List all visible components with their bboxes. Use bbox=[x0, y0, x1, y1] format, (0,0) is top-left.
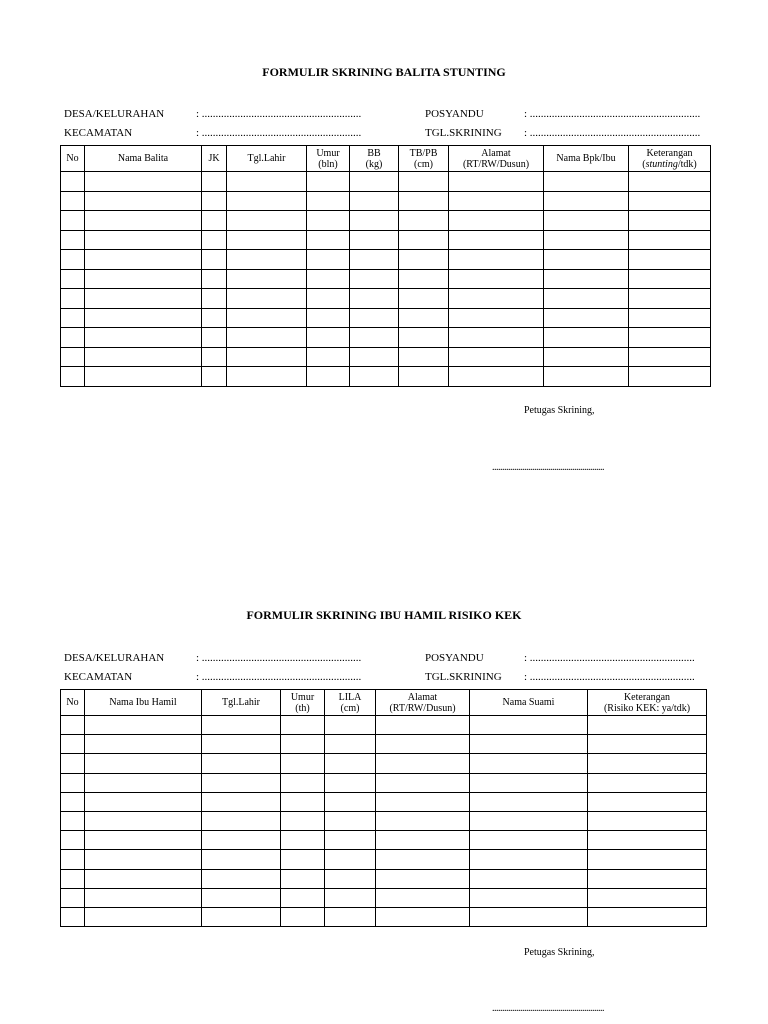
table-cell[interactable] bbox=[325, 907, 376, 926]
table-cell[interactable] bbox=[227, 172, 307, 192]
form1-signature-line[interactable]: ........................................................ bbox=[492, 462, 604, 473]
table-cell[interactable] bbox=[85, 735, 202, 754]
table-cell[interactable] bbox=[281, 869, 325, 888]
table-cell[interactable] bbox=[544, 328, 629, 348]
table-cell[interactable] bbox=[376, 716, 470, 735]
table-cell[interactable] bbox=[544, 308, 629, 328]
table-cell[interactable] bbox=[399, 367, 449, 387]
table-cell[interactable] bbox=[588, 735, 707, 754]
table-cell[interactable] bbox=[85, 250, 202, 270]
col-header-tgl-lahir: Tgl.Lahir bbox=[202, 690, 281, 716]
form2-table bbox=[60, 689, 707, 927]
table-cell[interactable] bbox=[350, 191, 399, 211]
form2-posyandu-field[interactable]: : ............................................................ bbox=[524, 652, 695, 664]
table-cell[interactable] bbox=[470, 811, 588, 830]
table-cell[interactable] bbox=[399, 289, 449, 309]
form2-title: FORMULIR SKRINING IBU HAMIL RISIKO KEK bbox=[246, 608, 522, 622]
table-cell[interactable] bbox=[629, 347, 711, 367]
table-cell[interactable] bbox=[61, 328, 85, 348]
col-header-jk: JK bbox=[202, 146, 227, 172]
table-row bbox=[61, 716, 707, 735]
table-cell[interactable] bbox=[85, 831, 202, 850]
table-cell[interactable] bbox=[227, 250, 307, 270]
table-cell[interactable] bbox=[85, 269, 202, 289]
table-cell[interactable] bbox=[350, 289, 399, 309]
table-cell[interactable] bbox=[281, 907, 325, 926]
table-cell[interactable] bbox=[629, 269, 711, 289]
table-cell[interactable] bbox=[307, 308, 350, 328]
table-cell[interactable] bbox=[202, 850, 281, 869]
table-cell[interactable] bbox=[629, 250, 711, 270]
table-cell[interactable] bbox=[281, 850, 325, 869]
table-cell[interactable] bbox=[325, 735, 376, 754]
table-cell[interactable] bbox=[629, 289, 711, 309]
table-cell[interactable] bbox=[470, 831, 588, 850]
table-cell[interactable] bbox=[399, 230, 449, 250]
table-cell[interactable] bbox=[202, 347, 227, 367]
table-cell[interactable] bbox=[227, 191, 307, 211]
table-cell[interactable] bbox=[544, 347, 629, 367]
table-row bbox=[61, 191, 711, 211]
table-cell[interactable] bbox=[307, 211, 350, 231]
col-header-lila: LILA (cm) bbox=[325, 690, 376, 716]
table-cell[interactable] bbox=[449, 230, 544, 250]
table-cell[interactable] bbox=[325, 716, 376, 735]
table-cell[interactable] bbox=[376, 792, 470, 811]
table-cell[interactable] bbox=[85, 773, 202, 792]
table-cell[interactable] bbox=[85, 308, 202, 328]
table-cell[interactable] bbox=[202, 367, 227, 387]
col-header-nama-balita: Nama Balita bbox=[85, 146, 202, 172]
table-cell[interactable] bbox=[202, 907, 281, 926]
form2-tgl-skrining-label: TGL.SKRINING bbox=[425, 671, 502, 683]
table-cell[interactable] bbox=[85, 792, 202, 811]
table-cell[interactable] bbox=[85, 230, 202, 250]
table-cell[interactable] bbox=[61, 888, 85, 907]
table-row bbox=[61, 308, 711, 328]
col-header-nama-ibu-hamil: Nama Ibu Hamil bbox=[85, 690, 202, 716]
table-cell[interactable] bbox=[629, 172, 711, 192]
table-cell[interactable] bbox=[325, 831, 376, 850]
table-cell[interactable] bbox=[376, 811, 470, 830]
table-cell[interactable] bbox=[85, 289, 202, 309]
table-cell[interactable] bbox=[376, 773, 470, 792]
table-cell[interactable] bbox=[449, 269, 544, 289]
table-cell[interactable] bbox=[61, 308, 85, 328]
table-row bbox=[61, 230, 711, 250]
table-cell[interactable] bbox=[227, 211, 307, 231]
table-cell[interactable] bbox=[61, 250, 85, 270]
table-cell[interactable] bbox=[399, 308, 449, 328]
table-cell[interactable] bbox=[588, 716, 707, 735]
table-row bbox=[61, 367, 711, 387]
table-cell[interactable] bbox=[85, 888, 202, 907]
table-cell[interactable] bbox=[281, 811, 325, 830]
table-cell[interactable] bbox=[61, 289, 85, 309]
table-cell[interactable] bbox=[85, 907, 202, 926]
table-cell[interactable] bbox=[202, 792, 281, 811]
table-cell[interactable] bbox=[227, 328, 307, 348]
table-row bbox=[61, 811, 707, 830]
table-row bbox=[61, 328, 711, 348]
table-cell[interactable] bbox=[376, 888, 470, 907]
table-cell[interactable] bbox=[307, 347, 350, 367]
table-cell[interactable] bbox=[85, 328, 202, 348]
col-header-nama-suami: Nama Suami bbox=[470, 690, 588, 716]
table-cell[interactable] bbox=[350, 347, 399, 367]
table-cell[interactable] bbox=[281, 773, 325, 792]
table-cell[interactable] bbox=[470, 792, 588, 811]
table-row bbox=[61, 888, 707, 907]
col-header-alamat: Alamat (RT/RW/Dusun) bbox=[449, 146, 544, 172]
table-cell[interactable] bbox=[376, 850, 470, 869]
table-cell[interactable] bbox=[85, 191, 202, 211]
table-cell[interactable] bbox=[307, 172, 350, 192]
col-header-no: No bbox=[61, 690, 85, 716]
table-cell[interactable] bbox=[629, 211, 711, 231]
table-cell[interactable] bbox=[61, 367, 85, 387]
table-cell[interactable] bbox=[85, 811, 202, 830]
table-cell[interactable] bbox=[202, 869, 281, 888]
table-cell[interactable] bbox=[202, 773, 281, 792]
table-cell[interactable] bbox=[307, 250, 350, 270]
table-cell[interactable] bbox=[307, 230, 350, 250]
form1-posyandu-field[interactable]: : .............................................................. bbox=[524, 108, 701, 120]
table-row bbox=[61, 907, 707, 926]
table-cell[interactable] bbox=[61, 869, 85, 888]
table-cell[interactable] bbox=[350, 269, 399, 289]
table-cell[interactable] bbox=[281, 754, 325, 773]
table-cell[interactable] bbox=[202, 328, 227, 348]
table-cell[interactable] bbox=[227, 269, 307, 289]
table-cell[interactable] bbox=[307, 269, 350, 289]
col-header-keterangan: Keterangan (Risiko KEK: ya/tdk) bbox=[588, 690, 707, 716]
table-cell[interactable] bbox=[61, 907, 85, 926]
table-cell[interactable] bbox=[85, 850, 202, 869]
col-header-bb: BB (kg) bbox=[350, 146, 399, 172]
table-cell[interactable] bbox=[227, 230, 307, 250]
table-cell[interactable] bbox=[307, 367, 350, 387]
table-cell[interactable] bbox=[281, 735, 325, 754]
form1-signature-label: Petugas Skrining, bbox=[524, 405, 595, 416]
table-cell[interactable] bbox=[399, 191, 449, 211]
table-cell[interactable] bbox=[202, 716, 281, 735]
table-cell[interactable] bbox=[85, 869, 202, 888]
table-cell[interactable] bbox=[449, 328, 544, 348]
table-cell[interactable] bbox=[629, 308, 711, 328]
col-header-no: No bbox=[61, 146, 85, 172]
table-cell[interactable] bbox=[202, 172, 227, 192]
table-cell[interactable] bbox=[85, 347, 202, 367]
form1-tgl-skrining-label: TGL.SKRINING bbox=[425, 127, 502, 139]
table-row bbox=[61, 172, 711, 192]
table-cell[interactable] bbox=[202, 269, 227, 289]
form1-kecamatan-label: KECAMATAN bbox=[64, 127, 133, 139]
table-cell[interactable] bbox=[376, 907, 470, 926]
table-cell[interactable] bbox=[350, 308, 399, 328]
table-cell[interactable] bbox=[61, 191, 85, 211]
table-cell[interactable] bbox=[588, 754, 707, 773]
table-cell[interactable] bbox=[449, 172, 544, 192]
table-cell[interactable] bbox=[399, 211, 449, 231]
table-cell[interactable] bbox=[470, 735, 588, 754]
table-cell[interactable] bbox=[227, 347, 307, 367]
table-row bbox=[61, 850, 707, 869]
table-cell[interactable] bbox=[202, 250, 227, 270]
table-cell[interactable] bbox=[85, 172, 202, 192]
table-cell[interactable] bbox=[227, 289, 307, 309]
table-cell[interactable] bbox=[470, 773, 588, 792]
table-cell[interactable] bbox=[202, 735, 281, 754]
col-header-tb-pb: TB/PB (cm) bbox=[399, 146, 449, 172]
form1-table bbox=[60, 145, 711, 387]
table-cell[interactable] bbox=[325, 888, 376, 907]
form1-title: FORMULIR SKRINING BALITA STUNTING bbox=[262, 65, 506, 79]
table-cell[interactable] bbox=[202, 191, 227, 211]
table-cell[interactable] bbox=[85, 754, 202, 773]
table-cell[interactable] bbox=[202, 211, 227, 231]
table-cell[interactable] bbox=[399, 347, 449, 367]
table-cell[interactable] bbox=[85, 367, 202, 387]
table-cell[interactable] bbox=[85, 211, 202, 231]
table-row bbox=[61, 250, 711, 270]
table-cell[interactable] bbox=[325, 792, 376, 811]
col-header-alamat: Alamat (RT/RW/Dusun) bbox=[376, 690, 470, 716]
table-row bbox=[61, 735, 707, 754]
table-cell[interactable] bbox=[449, 367, 544, 387]
table-cell[interactable] bbox=[61, 754, 85, 773]
table-cell[interactable] bbox=[588, 850, 707, 869]
form1-desa-label: DESA/KELURAHAN bbox=[64, 108, 165, 120]
table-cell[interactable] bbox=[202, 811, 281, 830]
table-cell[interactable] bbox=[449, 250, 544, 270]
form1-tgl-skrining-field[interactable]: : .............................................................. bbox=[524, 127, 701, 139]
form2-tgl-skrining-field[interactable]: : ............................................................ bbox=[524, 671, 695, 683]
table-row bbox=[61, 869, 707, 888]
table-cell[interactable] bbox=[588, 888, 707, 907]
form2-desa-label: DESA/KELURAHAN bbox=[64, 652, 165, 664]
table-cell[interactable] bbox=[449, 308, 544, 328]
table-cell[interactable] bbox=[61, 172, 85, 192]
form1-kecamatan-field[interactable]: : .......................................................... bbox=[196, 127, 362, 139]
table-row bbox=[61, 269, 711, 289]
table-cell[interactable] bbox=[307, 289, 350, 309]
table-cell[interactable] bbox=[61, 792, 85, 811]
form1-desa-field[interactable]: : .......................................................... bbox=[196, 108, 362, 120]
form2-signature-line[interactable]: ........................................................ bbox=[492, 1003, 604, 1014]
table-cell[interactable] bbox=[544, 172, 629, 192]
table-cell[interactable] bbox=[470, 907, 588, 926]
table-cell[interactable] bbox=[629, 191, 711, 211]
table-cell[interactable] bbox=[588, 831, 707, 850]
table-cell[interactable] bbox=[376, 869, 470, 888]
table-cell[interactable] bbox=[202, 308, 227, 328]
table-cell[interactable] bbox=[61, 850, 85, 869]
form2-posyandu-label: POSYANDU bbox=[425, 652, 484, 664]
table-cell[interactable] bbox=[399, 250, 449, 270]
table-cell[interactable] bbox=[61, 269, 85, 289]
table-cell[interactable] bbox=[325, 773, 376, 792]
table-cell[interactable] bbox=[350, 172, 399, 192]
table-cell[interactable] bbox=[61, 716, 85, 735]
table-cell[interactable] bbox=[449, 191, 544, 211]
table-cell[interactable] bbox=[376, 831, 470, 850]
table-row bbox=[61, 289, 711, 309]
table-cell[interactable] bbox=[61, 230, 85, 250]
table-cell[interactable] bbox=[202, 831, 281, 850]
table-cell[interactable] bbox=[202, 888, 281, 907]
table-cell[interactable] bbox=[85, 716, 202, 735]
table-cell[interactable] bbox=[325, 754, 376, 773]
table-cell[interactable] bbox=[544, 269, 629, 289]
table-cell[interactable] bbox=[588, 907, 707, 926]
table-cell[interactable] bbox=[202, 289, 227, 309]
table-cell[interactable] bbox=[588, 811, 707, 830]
table-cell[interactable] bbox=[376, 735, 470, 754]
table-cell[interactable] bbox=[227, 308, 307, 328]
table-cell[interactable] bbox=[61, 773, 85, 792]
table-cell[interactable] bbox=[61, 735, 85, 754]
col-header-tgl-lahir: Tgl.Lahir bbox=[227, 146, 307, 172]
table-cell[interactable] bbox=[350, 230, 399, 250]
table-cell[interactable] bbox=[202, 754, 281, 773]
table-cell[interactable] bbox=[544, 191, 629, 211]
table-cell[interactable] bbox=[350, 250, 399, 270]
table-cell[interactable] bbox=[470, 850, 588, 869]
table-cell[interactable] bbox=[470, 869, 588, 888]
table-cell[interactable] bbox=[227, 367, 307, 387]
table-cell[interactable] bbox=[281, 792, 325, 811]
table-row bbox=[61, 792, 707, 811]
table-cell[interactable] bbox=[588, 869, 707, 888]
table-cell[interactable] bbox=[399, 328, 449, 348]
table-cell[interactable] bbox=[350, 367, 399, 387]
col-header-umur: Umur (bln) bbox=[307, 146, 350, 172]
table-cell[interactable] bbox=[307, 328, 350, 348]
table-cell[interactable] bbox=[449, 347, 544, 367]
col-header-umur: Umur (th) bbox=[281, 690, 325, 716]
table-cell[interactable] bbox=[350, 211, 399, 231]
table-cell[interactable] bbox=[544, 289, 629, 309]
table-row bbox=[61, 754, 707, 773]
table-cell[interactable] bbox=[449, 289, 544, 309]
table-cell[interactable] bbox=[544, 250, 629, 270]
table-row bbox=[61, 831, 707, 850]
col-header-keterangan: Keterangan (stunting/tdk) bbox=[629, 146, 711, 172]
table-cell[interactable] bbox=[325, 811, 376, 830]
table-row bbox=[61, 211, 711, 231]
table-cell[interactable] bbox=[281, 831, 325, 850]
table-cell[interactable] bbox=[629, 230, 711, 250]
table-cell[interactable] bbox=[61, 347, 85, 367]
table-cell[interactable] bbox=[376, 754, 470, 773]
table-cell[interactable] bbox=[470, 716, 588, 735]
table-row bbox=[61, 347, 711, 367]
table-cell[interactable] bbox=[325, 869, 376, 888]
form1-posyandu-label: POSYANDU bbox=[425, 108, 484, 120]
col-header-nama-bpk-ibu: Nama Bpk/Ibu bbox=[544, 146, 629, 172]
table-cell[interactable] bbox=[399, 269, 449, 289]
table-cell[interactable] bbox=[629, 328, 711, 348]
table-cell[interactable] bbox=[544, 367, 629, 387]
table-cell[interactable] bbox=[399, 172, 449, 192]
table-cell[interactable] bbox=[281, 888, 325, 907]
form2-signature-label: Petugas Skrining, bbox=[524, 947, 595, 958]
table-cell[interactable] bbox=[544, 230, 629, 250]
table-cell[interactable] bbox=[61, 831, 85, 850]
table-cell[interactable] bbox=[588, 773, 707, 792]
table-cell[interactable] bbox=[325, 850, 376, 869]
table-cell[interactable] bbox=[470, 754, 588, 773]
table-cell[interactable] bbox=[61, 211, 85, 231]
table-cell[interactable] bbox=[629, 367, 711, 387]
table-cell[interactable] bbox=[588, 792, 707, 811]
form2-kecamatan-label: KECAMATAN bbox=[64, 671, 133, 683]
table-cell[interactable] bbox=[449, 211, 544, 231]
table-cell[interactable] bbox=[350, 328, 399, 348]
table-cell[interactable] bbox=[61, 811, 85, 830]
table-cell[interactable] bbox=[307, 191, 350, 211]
table-row bbox=[61, 773, 707, 792]
form2-kecamatan-field[interactable]: : .......................................................... bbox=[196, 671, 362, 683]
form2-desa-field[interactable]: : .......................................................... bbox=[196, 652, 362, 664]
table-cell[interactable] bbox=[202, 230, 227, 250]
table-cell[interactable] bbox=[544, 211, 629, 231]
table-cell[interactable] bbox=[281, 716, 325, 735]
table-cell[interactable] bbox=[470, 888, 588, 907]
